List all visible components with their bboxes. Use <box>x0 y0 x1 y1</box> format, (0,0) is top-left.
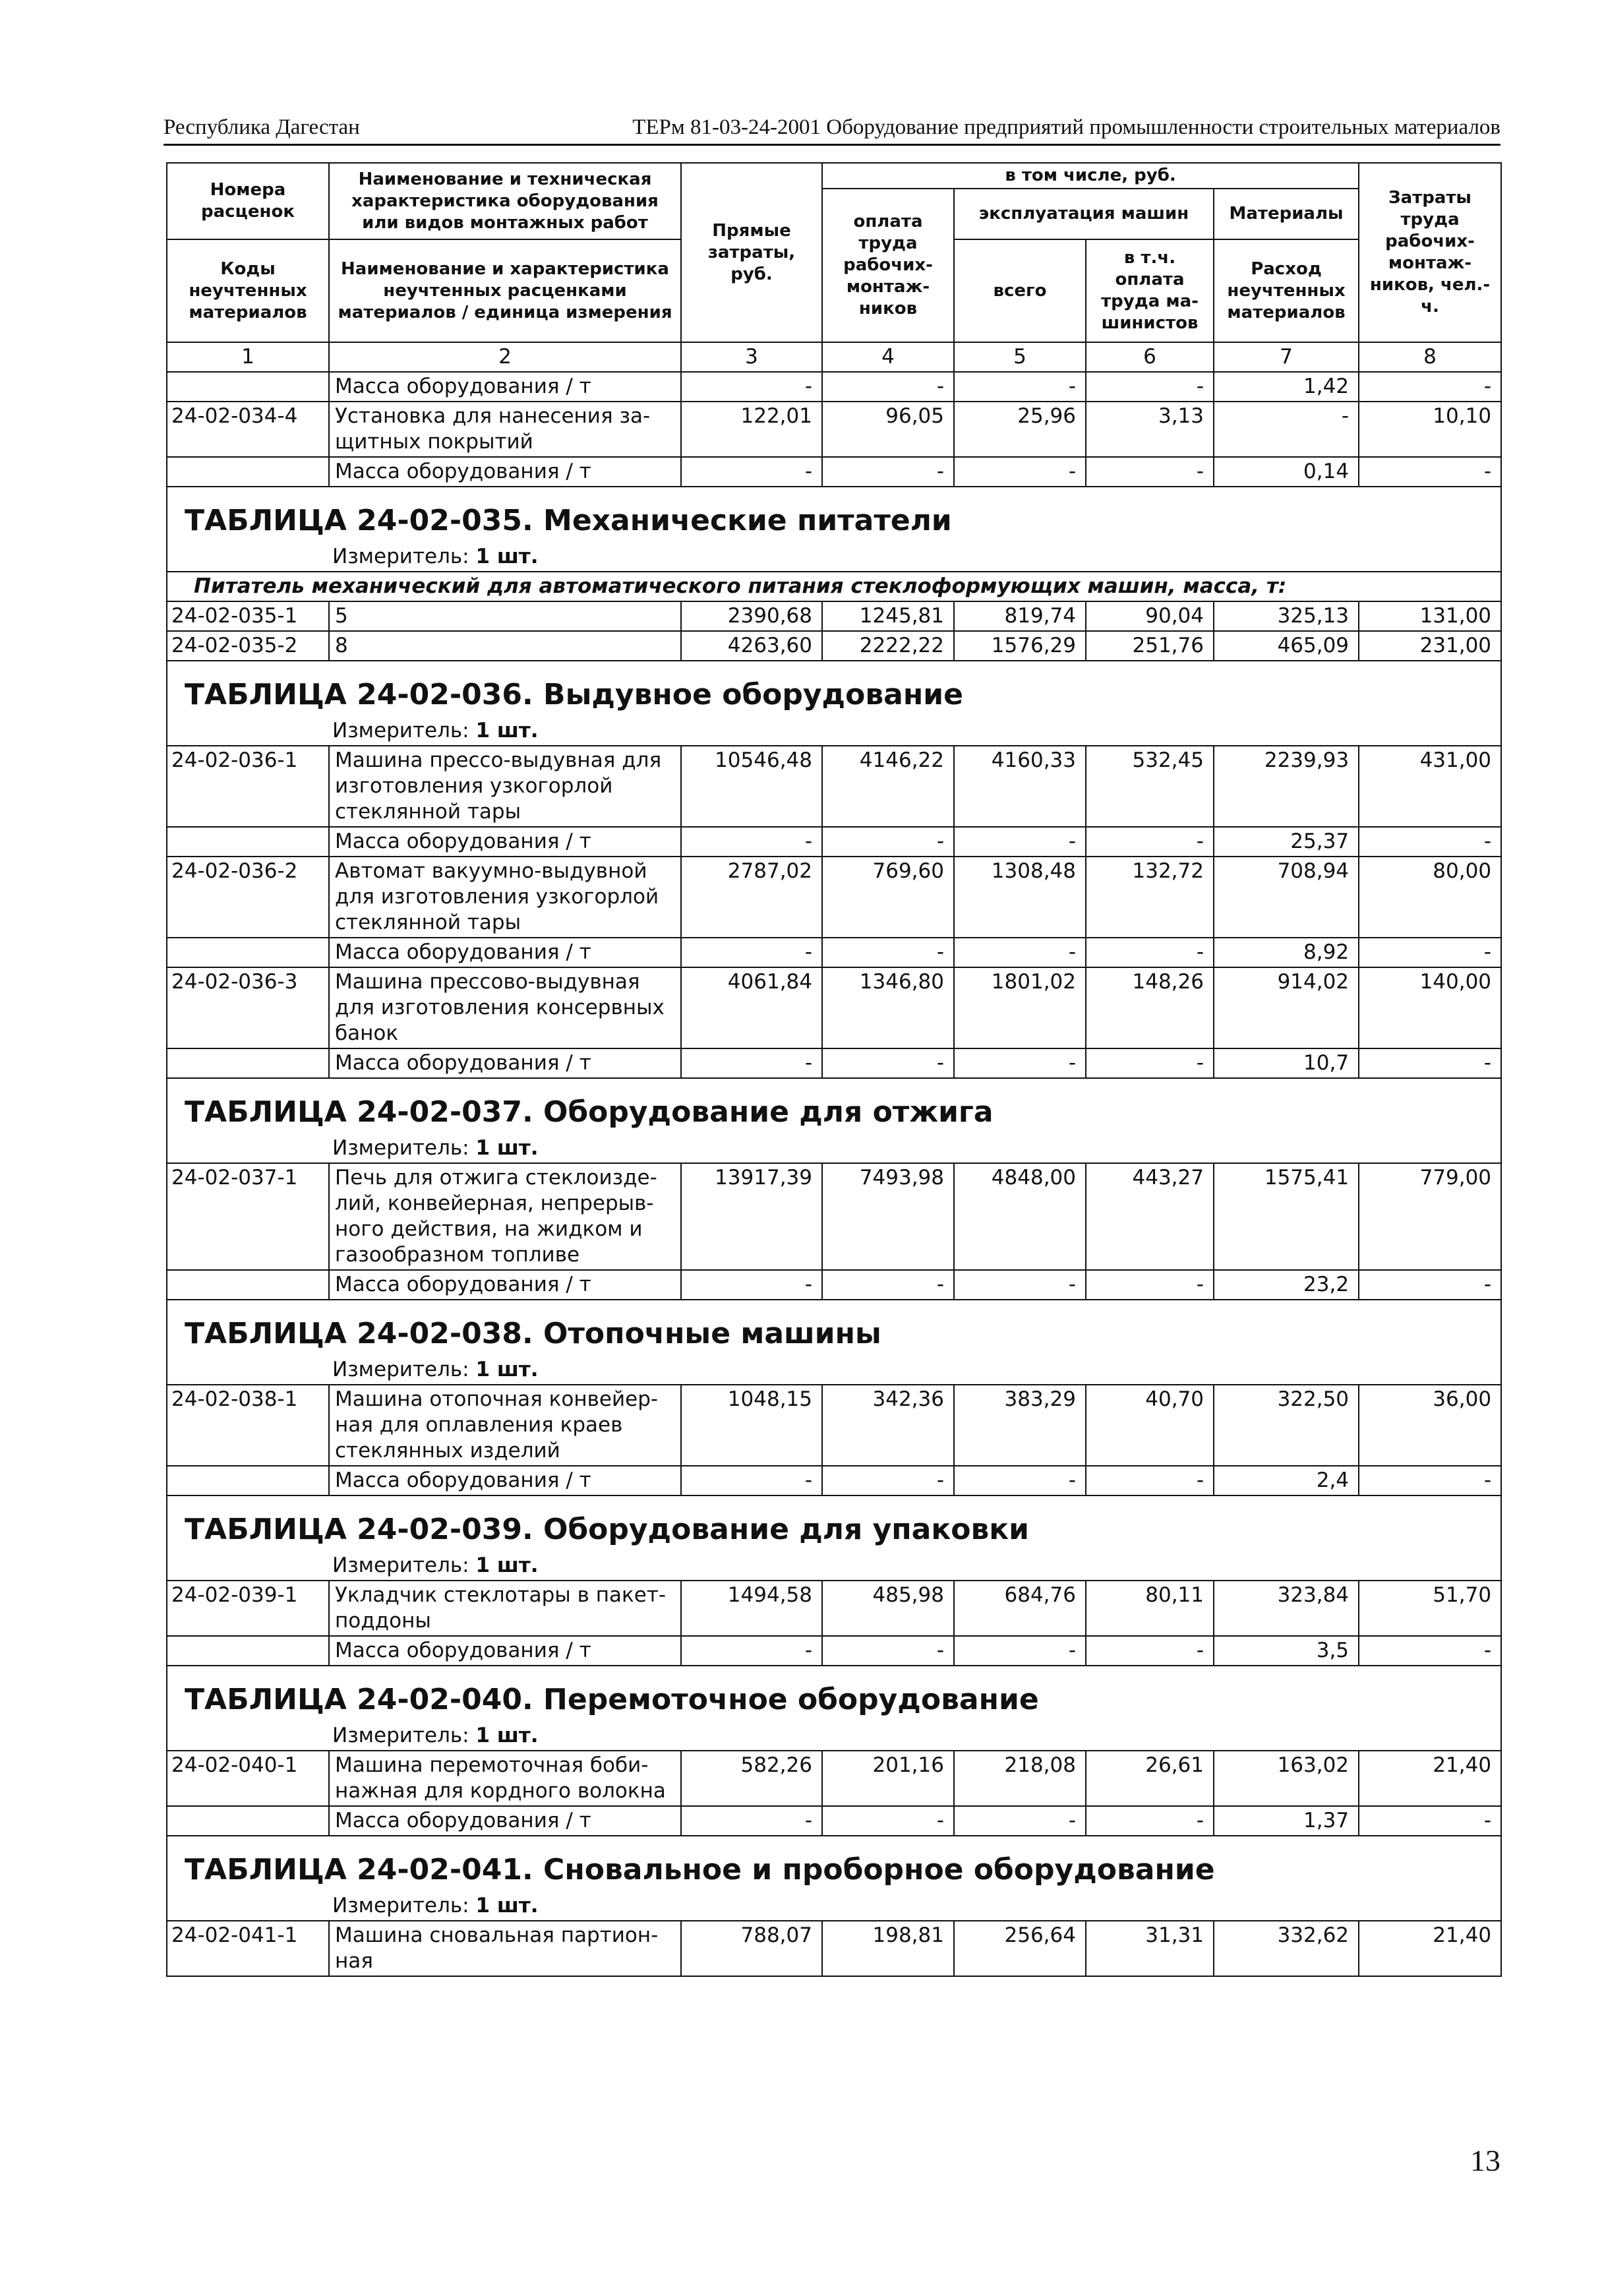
rate-code <box>167 1636 329 1666</box>
unit-line <box>167 544 1501 572</box>
unit-line <box>167 1357 1501 1385</box>
rate-code: 24-02-038-1 <box>167 1385 329 1466</box>
cell-direct-costs: 10546,48 <box>681 746 822 827</box>
cell-materials: 0,14 <box>1214 457 1359 487</box>
cell-direct-costs: 1494,58 <box>681 1581 822 1636</box>
table-row <box>167 1751 1501 1806</box>
item-name: Масса оборудования / т <box>329 1048 681 1078</box>
cell-direct-costs: - <box>681 1636 822 1666</box>
col-head-including: в том числе, руб. <box>822 163 1359 189</box>
table-title-039: ТАБЛИЦА 24-02-039. Оборудование для упаковки <box>167 1495 1501 1553</box>
cell-worker-pay: - <box>822 1806 954 1836</box>
cell-worker-pay: 4146,22 <box>822 746 954 827</box>
cell-operator-pay: 90,04 <box>1086 601 1214 631</box>
table-row <box>167 1048 1501 1078</box>
cell-machine-total: - <box>954 1270 1086 1300</box>
cell-materials: 10,7 <box>1214 1048 1359 1078</box>
cell-materials: 1,42 <box>1214 372 1359 402</box>
rate-code <box>167 1270 329 1300</box>
cell-machine-total: - <box>954 1048 1086 1078</box>
cell-labor-costs: 36,00 <box>1359 1385 1501 1466</box>
cell-operator-pay: 40,70 <box>1086 1385 1214 1466</box>
col-head-material-consumption: Расход неучтенных материалов <box>1214 239 1359 342</box>
cell-labor-costs: 140,00 <box>1359 967 1501 1048</box>
unit-value: 1 шт. <box>475 1894 539 1918</box>
table-body <box>167 372 1501 1976</box>
item-name: Машина отопочная конвейер-ная для оплавления краев стеклянных изделий <box>329 1385 681 1466</box>
unit-value: 1 шт. <box>475 545 539 568</box>
cell-machine-total: 218,08 <box>954 1751 1086 1806</box>
unit-value: 1 шт. <box>475 1724 539 1747</box>
col-num: 4 <box>822 342 954 372</box>
rate-code <box>167 938 329 967</box>
page-header <box>163 107 1500 146</box>
rate-code <box>167 457 329 487</box>
cell-worker-pay: 2222,22 <box>822 631 954 661</box>
cell-materials: 323,84 <box>1214 1581 1359 1636</box>
table-title-040: ТАБЛИЦА 24-02-040. Перемоточное оборудование <box>167 1666 1501 1723</box>
unit-line <box>167 1553 1501 1581</box>
cell-worker-pay: - <box>822 1048 954 1078</box>
unit-label: Измеритель: <box>332 1724 469 1747</box>
cell-worker-pay: 1245,81 <box>822 601 954 631</box>
item-name: 5 <box>329 601 681 631</box>
col-head-labor-costs: Затраты труда рабочих-монтаж-ников, чел.-ч. <box>1359 163 1501 342</box>
item-name: Масса оборудования / т <box>329 1466 681 1495</box>
cell-direct-costs: 122,01 <box>681 402 822 457</box>
rate-code: 24-02-036-2 <box>167 857 329 938</box>
item-name: Масса оборудования / т <box>329 1636 681 1666</box>
item-name: Машина прессо-выдувная для изготовления узкогорлой стеклянной тары <box>329 746 681 827</box>
cell-machine-total: - <box>954 938 1086 967</box>
unit-label: Измеритель: <box>332 1894 469 1918</box>
column-numbers-row <box>167 342 1501 372</box>
col-head-material-codes: Коды неучтенных материалов <box>167 239 329 342</box>
rate-code: 24-02-037-1 <box>167 1163 329 1270</box>
table-row <box>167 601 1501 631</box>
col-num: 5 <box>954 342 1086 372</box>
cell-machine-total: 819,74 <box>954 601 1086 631</box>
cell-materials: 8,92 <box>1214 938 1359 967</box>
cell-worker-pay: 342,36 <box>822 1385 954 1466</box>
table-row <box>167 1466 1501 1495</box>
rate-code <box>167 1466 329 1495</box>
unit-value: 1 шт. <box>475 1554 539 1577</box>
cell-materials: - <box>1214 402 1359 457</box>
cell-labor-costs: - <box>1359 938 1501 967</box>
item-name: Машина прессово-выдувная для изготовления консервных банок <box>329 967 681 1048</box>
table-row <box>167 457 1501 487</box>
cell-machine-total: - <box>954 457 1086 487</box>
rate-code: 24-02-036-3 <box>167 967 329 1048</box>
cell-operator-pay: 443,27 <box>1086 1163 1214 1270</box>
table-row <box>167 827 1501 857</box>
cell-materials: 325,13 <box>1214 601 1359 631</box>
cell-operator-pay: 148,26 <box>1086 967 1214 1048</box>
cell-labor-costs: 779,00 <box>1359 1163 1501 1270</box>
table-row <box>167 1270 1501 1300</box>
item-name: Машина сновальная партион-ная <box>329 1921 681 1976</box>
item-name: Масса оборудования / т <box>329 827 681 857</box>
unit-value: 1 шт. <box>475 719 539 742</box>
item-name: Масса оборудования / т <box>329 1270 681 1300</box>
cell-labor-costs: - <box>1359 1048 1501 1078</box>
cell-direct-costs: - <box>681 1048 822 1078</box>
rate-code: 24-02-035-1 <box>167 601 329 631</box>
cell-worker-pay: 7493,98 <box>822 1163 954 1270</box>
cell-direct-costs: - <box>681 1270 822 1300</box>
cell-materials: 322,50 <box>1214 1385 1359 1466</box>
rate-code: 24-02-041-1 <box>167 1921 329 1976</box>
cell-worker-pay: - <box>822 372 954 402</box>
cell-direct-costs: - <box>681 1466 822 1495</box>
rate-code <box>167 1048 329 1078</box>
cell-operator-pay: - <box>1086 827 1214 857</box>
table-subtitle-035: Питатель механический для автоматического питания стеклоформующих машин, масса, т: <box>167 572 1501 601</box>
table-row <box>167 1921 1501 1976</box>
cell-machine-total: 1576,29 <box>954 631 1086 661</box>
unit-label: Измеритель: <box>332 545 469 568</box>
table-row <box>167 1163 1501 1270</box>
unit-label: Измеритель: <box>332 1136 469 1160</box>
cell-materials: 3,5 <box>1214 1636 1359 1666</box>
col-num: 6 <box>1086 342 1214 372</box>
table-title-037: ТАБЛИЦА 24-02-037. Оборудование для отжига <box>167 1078 1501 1135</box>
col-num: 7 <box>1214 342 1359 372</box>
cell-materials: 332,62 <box>1214 1921 1359 1976</box>
unit-label: Измеритель: <box>332 1358 469 1381</box>
cell-materials: 163,02 <box>1214 1751 1359 1806</box>
cell-worker-pay: - <box>822 1270 954 1300</box>
table-header <box>167 163 1501 372</box>
item-name: Автомат вакуумно-выдувной для изготовления узкогорлой стеклянной тары <box>329 857 681 938</box>
table-title-036: ТАБЛИЦА 24-02-036. Выдувное оборудование <box>167 661 1501 718</box>
cell-machine-total: 383,29 <box>954 1385 1086 1466</box>
cell-machine-total: 4848,00 <box>954 1163 1086 1270</box>
cell-direct-costs: 788,07 <box>681 1921 822 1976</box>
cell-direct-costs: - <box>681 1806 822 1836</box>
cell-labor-costs: - <box>1359 1636 1501 1666</box>
cell-operator-pay: - <box>1086 1806 1214 1836</box>
table-title-035: ТАБЛИЦА 24-02-035. Механические питатели <box>167 487 1501 544</box>
cell-direct-costs: 2787,02 <box>681 857 822 938</box>
page-number: 13 <box>1470 2144 1500 2177</box>
col-head-direct-costs: Прямые затраты, руб. <box>681 163 822 342</box>
table-row <box>167 1385 1501 1466</box>
cell-direct-costs: - <box>681 372 822 402</box>
item-name: Масса оборудования / т <box>329 938 681 967</box>
table-row <box>167 1636 1501 1666</box>
table-row <box>167 1581 1501 1636</box>
col-num: 3 <box>681 342 822 372</box>
item-name: Установка для нанесения за-щитных покрытий <box>329 402 681 457</box>
cell-worker-pay: - <box>822 1636 954 1666</box>
cell-machine-total: 256,64 <box>954 1921 1086 1976</box>
cell-labor-costs: 21,40 <box>1359 1921 1501 1976</box>
cell-labor-costs: 131,00 <box>1359 601 1501 631</box>
cell-worker-pay: 96,05 <box>822 402 954 457</box>
item-name: Печь для отжига стеклоизде-лий, конвейерная, непрерыв-ного действия, на жидком и газообразном топливе <box>329 1163 681 1270</box>
rate-code <box>167 827 329 857</box>
unit-value: 1 шт. <box>475 1358 539 1381</box>
cell-operator-pay: 26,61 <box>1086 1751 1214 1806</box>
cell-operator-pay: 532,45 <box>1086 746 1214 827</box>
col-head-material-name: Наименование и характеристика неучтенных расценками материалов / единица измерения <box>329 239 681 342</box>
cell-worker-pay: 198,81 <box>822 1921 954 1976</box>
cell-labor-costs: - <box>1359 1466 1501 1495</box>
item-name: Масса оборудования / т <box>329 372 681 402</box>
cell-machine-total: 25,96 <box>954 402 1086 457</box>
unit-line <box>167 1893 1501 1921</box>
unit-value: 1 шт. <box>475 1136 539 1160</box>
rate-code: 24-02-035-2 <box>167 631 329 661</box>
cell-direct-costs: 13917,39 <box>681 1163 822 1270</box>
rate-code: 24-02-034-4 <box>167 402 329 457</box>
cell-labor-costs: 231,00 <box>1359 631 1501 661</box>
cell-operator-pay: - <box>1086 1636 1214 1666</box>
cell-direct-costs: 4061,84 <box>681 967 822 1048</box>
cell-materials: 2239,93 <box>1214 746 1359 827</box>
cell-materials: 2,4 <box>1214 1466 1359 1495</box>
cell-materials: 914,02 <box>1214 967 1359 1048</box>
cell-labor-costs: 51,70 <box>1359 1581 1501 1636</box>
cell-direct-costs: - <box>681 827 822 857</box>
cell-machine-total: - <box>954 372 1086 402</box>
cell-worker-pay: - <box>822 1466 954 1495</box>
cell-machine-total: 684,76 <box>954 1581 1086 1636</box>
table-row <box>167 857 1501 938</box>
cell-machine-total: - <box>954 827 1086 857</box>
cell-labor-costs: 21,40 <box>1359 1751 1501 1806</box>
col-head-materials: Материалы <box>1214 189 1359 239</box>
cell-operator-pay: 132,72 <box>1086 857 1214 938</box>
cell-worker-pay: - <box>822 938 954 967</box>
table-row <box>167 1806 1501 1836</box>
cell-operator-pay: - <box>1086 457 1214 487</box>
cell-worker-pay: 1346,80 <box>822 967 954 1048</box>
rates-table <box>166 162 1502 1977</box>
cell-machine-total: 1308,48 <box>954 857 1086 938</box>
cell-materials: 1,37 <box>1214 1806 1359 1836</box>
cell-operator-pay: - <box>1086 1466 1214 1495</box>
item-name: Масса оборудования / т <box>329 1806 681 1836</box>
cell-operator-pay: - <box>1086 938 1214 967</box>
cell-worker-pay: - <box>822 827 954 857</box>
cell-machine-total: 1801,02 <box>954 967 1086 1048</box>
item-name: 8 <box>329 631 681 661</box>
cell-worker-pay: - <box>822 457 954 487</box>
table-row <box>167 372 1501 402</box>
col-head-worker-pay: оплата труда рабочих-монтаж-ников <box>822 189 954 342</box>
cell-labor-costs: - <box>1359 372 1501 402</box>
cell-worker-pay: 201,16 <box>822 1751 954 1806</box>
table-title-041: ТАБЛИЦА 24-02-041. Сновальное и проборное оборудование <box>167 1836 1501 1893</box>
col-head-machine-total: всего <box>954 239 1086 342</box>
cell-materials: 25,37 <box>1214 827 1359 857</box>
cell-direct-costs: 1048,15 <box>681 1385 822 1466</box>
table-title-038: ТАБЛИЦА 24-02-038. Отопочные машины <box>167 1300 1501 1357</box>
col-num: 8 <box>1359 342 1501 372</box>
unit-line <box>167 1135 1501 1163</box>
cell-materials: 708,94 <box>1214 857 1359 938</box>
table-row <box>167 967 1501 1048</box>
cell-labor-costs: - <box>1359 457 1501 487</box>
cell-worker-pay: 485,98 <box>822 1581 954 1636</box>
cell-labor-costs: - <box>1359 1806 1501 1836</box>
cell-operator-pay: - <box>1086 1048 1214 1078</box>
rates-document <box>166 162 1500 1977</box>
cell-operator-pay: 3,13 <box>1086 402 1214 457</box>
cell-machine-total: - <box>954 1636 1086 1666</box>
cell-machine-total: - <box>954 1466 1086 1495</box>
cell-direct-costs: 2390,68 <box>681 601 822 631</box>
table-row <box>167 938 1501 967</box>
rate-code <box>167 372 329 402</box>
unit-line <box>167 718 1501 746</box>
cell-worker-pay: 769,60 <box>822 857 954 938</box>
cell-direct-costs: 4263,60 <box>681 631 822 661</box>
cell-operator-pay: - <box>1086 372 1214 402</box>
cell-labor-costs: 10,10 <box>1359 402 1501 457</box>
col-head-rate-numbers: Номера расценок <box>167 163 329 239</box>
cell-operator-pay: 80,11 <box>1086 1581 1214 1636</box>
col-head-machine-operation: эксплуатация машин <box>954 189 1214 239</box>
cell-operator-pay: 251,76 <box>1086 631 1214 661</box>
cell-direct-costs: - <box>681 457 822 487</box>
cell-labor-costs: - <box>1359 827 1501 857</box>
cell-labor-costs: 431,00 <box>1359 746 1501 827</box>
table-row <box>167 631 1501 661</box>
rate-code: 24-02-040-1 <box>167 1751 329 1806</box>
table-row <box>167 746 1501 827</box>
cell-labor-costs: 80,00 <box>1359 857 1501 938</box>
item-name: Машина перемоточная боби-нажная для кордного волокна <box>329 1751 681 1806</box>
unit-label: Измеритель: <box>332 719 469 742</box>
cell-machine-total: - <box>954 1806 1086 1836</box>
cell-labor-costs: - <box>1359 1270 1501 1300</box>
col-num: 2 <box>329 342 681 372</box>
unit-label: Измеритель: <box>332 1554 469 1577</box>
cell-materials: 1575,41 <box>1214 1163 1359 1270</box>
cell-machine-total: 4160,33 <box>954 746 1086 827</box>
rate-code: 24-02-039-1 <box>167 1581 329 1636</box>
table-row <box>167 402 1501 457</box>
col-num: 1 <box>167 342 329 372</box>
cell-operator-pay: - <box>1086 1270 1214 1300</box>
cell-direct-costs: 582,26 <box>681 1751 822 1806</box>
item-name: Масса оборудования / т <box>329 457 681 487</box>
rate-code <box>167 1806 329 1836</box>
unit-line <box>167 1723 1501 1751</box>
cell-materials: 465,09 <box>1214 631 1359 661</box>
rate-code: 24-02-036-1 <box>167 746 329 827</box>
cell-operator-pay: 31,31 <box>1086 1921 1214 1976</box>
cell-direct-costs: - <box>681 938 822 967</box>
cell-materials: 23,2 <box>1214 1270 1359 1300</box>
header-region: Республика Дагестан <box>163 115 360 139</box>
header-document-title: ТЕРм 81-03-24-2001 Оборудование предприятий промышленности строительных материалов <box>632 115 1500 139</box>
item-name: Укладчик стеклотары в пакет-поддоны <box>329 1581 681 1636</box>
col-head-operator-pay: в т.ч. оплата труда ма-шинистов <box>1086 239 1214 342</box>
col-head-name: Наименование и техническая характеристика оборудования или видов монтажных работ <box>329 163 681 239</box>
